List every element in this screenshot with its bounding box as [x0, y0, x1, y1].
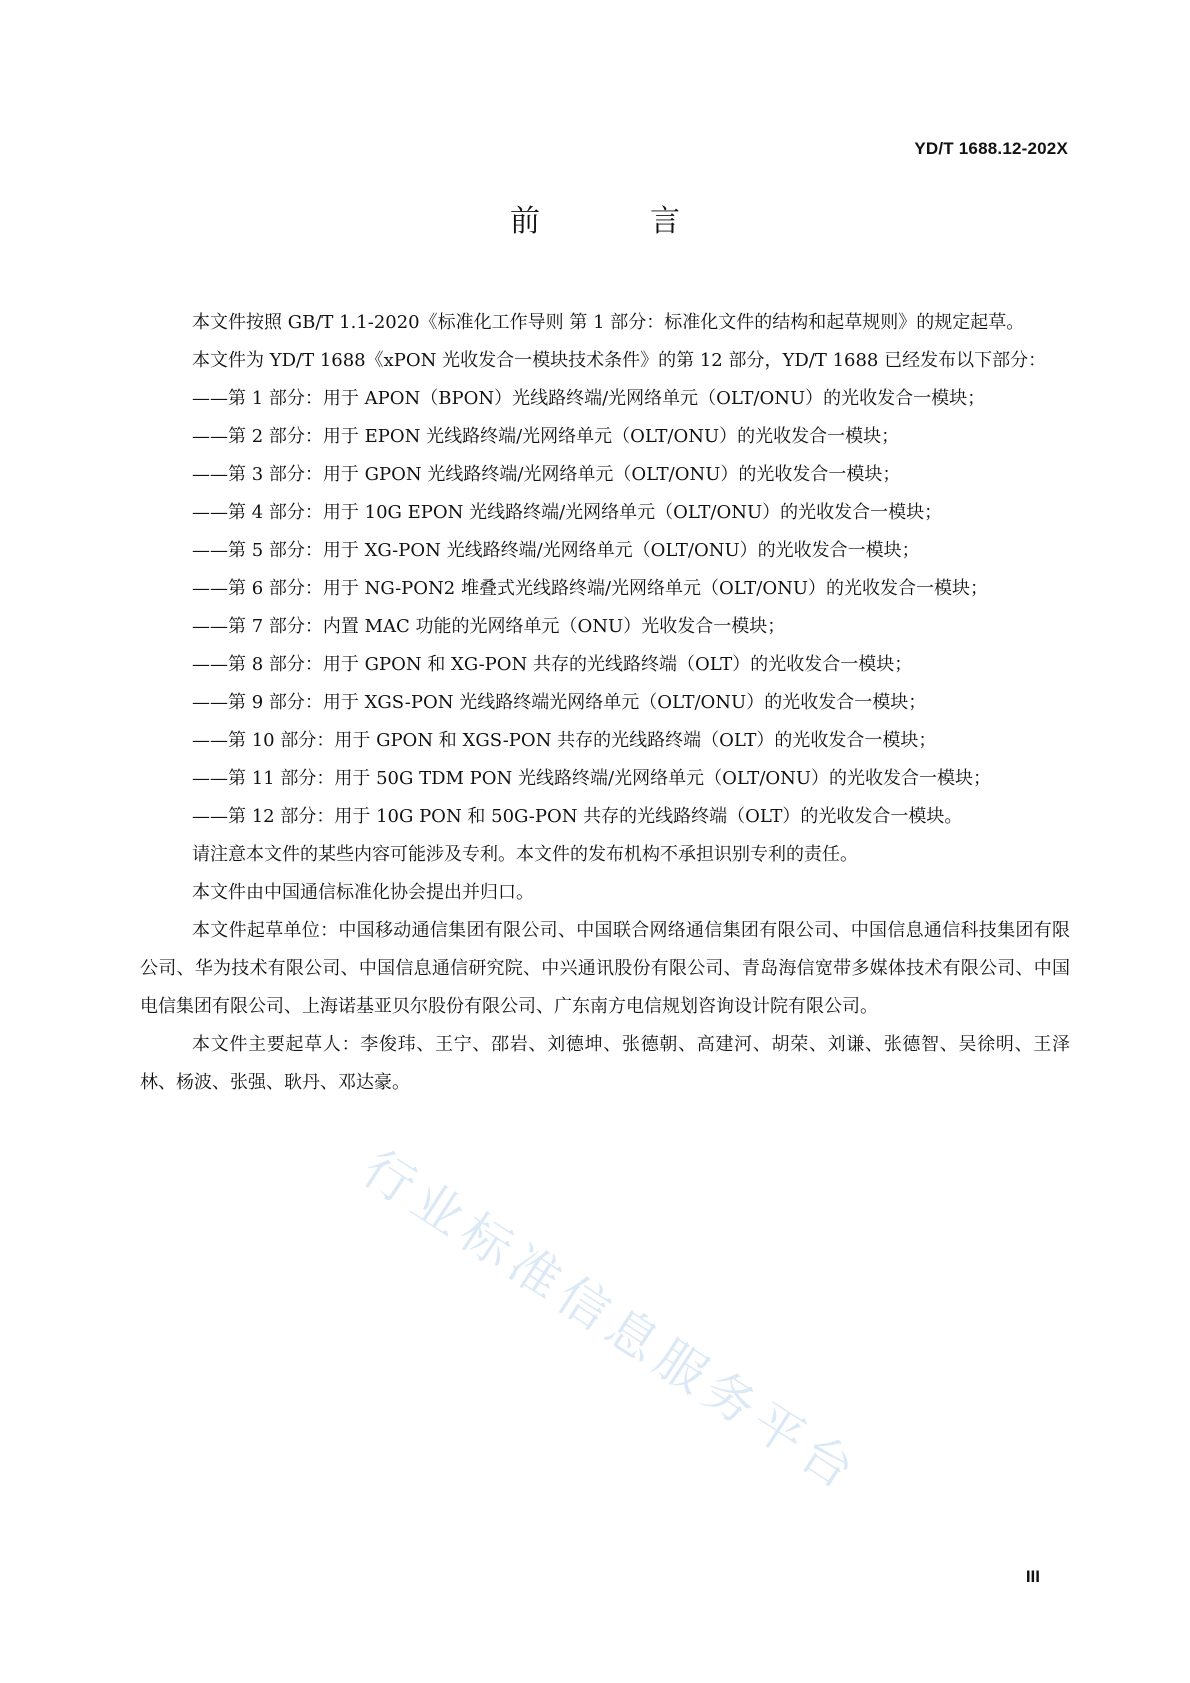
- document-body: [140, 304, 1070, 1102]
- page-number: III: [1025, 1567, 1040, 1586]
- paragraph-patent-notice: 请注意本文件的某些内容可能涉及专利。本文件的发布机构不承担识别专利的责任。: [192, 844, 858, 865]
- watermark: 行业标准信息服务平台: [352, 1139, 871, 1504]
- list-item: ——第 8 部分：用于 GPON 和 XG-PON 共存的光线路终端（OLT）的光收发合一模块；: [192, 654, 913, 675]
- standard-code: YD/T 1688.12-202X: [914, 139, 1068, 158]
- list-item: ——第 9 部分：用于 XGS-PON 光线路终端光网络单元（OLT/ONU）的光收发合一模块；: [192, 692, 927, 713]
- paragraph-proposer: 本文件由中国通信标准化协会提出并归口。: [192, 882, 534, 903]
- list-item: ——第 11 部分：用于 50G TDM PON 光线路终端/光网络单元（OLT/ONU）的光收发合一模块；: [192, 768, 992, 789]
- list-item: ——第 1 部分：用于 APON（BPON）光线路终端/光网络单元（OLT/ONU）的光收发合一模块；: [192, 388, 986, 409]
- paragraph-drafting-rule: 本文件按照 GB/T 1.1-2020《标准化工作导则 第 1 部分：标准化文件的结构和起草规则》的规定起草。: [192, 312, 1025, 333]
- list-item: ——第 2 部分：用于 EPON 光线路终端/光网络单元（OLT/ONU）的光收发合一模块；: [192, 426, 900, 447]
- paragraph-drafting-units: 本文件起草单位：中国移动通信集团有限公司、中国联合网络通信集团有限公司、中国信息通信科技集团有限公司、华为技术有限公司、中国信息通信研究院、中兴通讯股份有限公司、青岛海信宽带多媒体技术有限公司、中国电信集团有限公司、上海诺基亚贝尔股份有限公司、广东南方电信规划咨询设计院有限公司。: [140, 920, 1070, 1017]
- paragraph-series-intro: 本文件为 YD/T 1688《xPON 光收发合一模块技术条件》的第 12 部分，YD/T 1688 已经发布以下部分：: [192, 350, 1047, 371]
- paragraph-drafters: 本文件主要起草人：李俊玮、王宁、邵岩、刘德坤、张德朝、高建河、胡荣、刘谦、张德智、吴徐明、王泽林、杨波、张强、耿丹、邓达豪。: [140, 1034, 1070, 1093]
- list-item: ——第 12 部分：用于 10G PON 和 50G-PON 共存的光线路终端（OLT）的光收发合一模块。: [192, 806, 963, 827]
- list-item: ——第 10 部分：用于 GPON 和 XGS-PON 共存的光线路终端（OLT）的光收发合一模块；: [192, 730, 937, 751]
- list-item: ——第 5 部分：用于 XG-PON 光线路终端/光网络单元（OLT/ONU）的光收发合一模块；: [192, 540, 920, 561]
- page-title: 前 言: [510, 204, 720, 239]
- list-item: ——第 3 部分：用于 GPON 光线路终端/光网络单元（OLT/ONU）的光收发合一模块；: [192, 464, 901, 485]
- list-item: ——第 6 部分：用于 NG-PON2 堆叠式光线路终端/光网络单元（OLT/ONU）的光收发合一模块；: [192, 578, 989, 599]
- list-item: ——第 4 部分：用于 10G EPON 光线路终端/光网络单元（OLT/ONU）的光收发合一模块；: [192, 502, 943, 523]
- list-item: ——第 7 部分：内置 MAC 功能的光网络单元（ONU）光收发合一模块；: [192, 616, 786, 637]
